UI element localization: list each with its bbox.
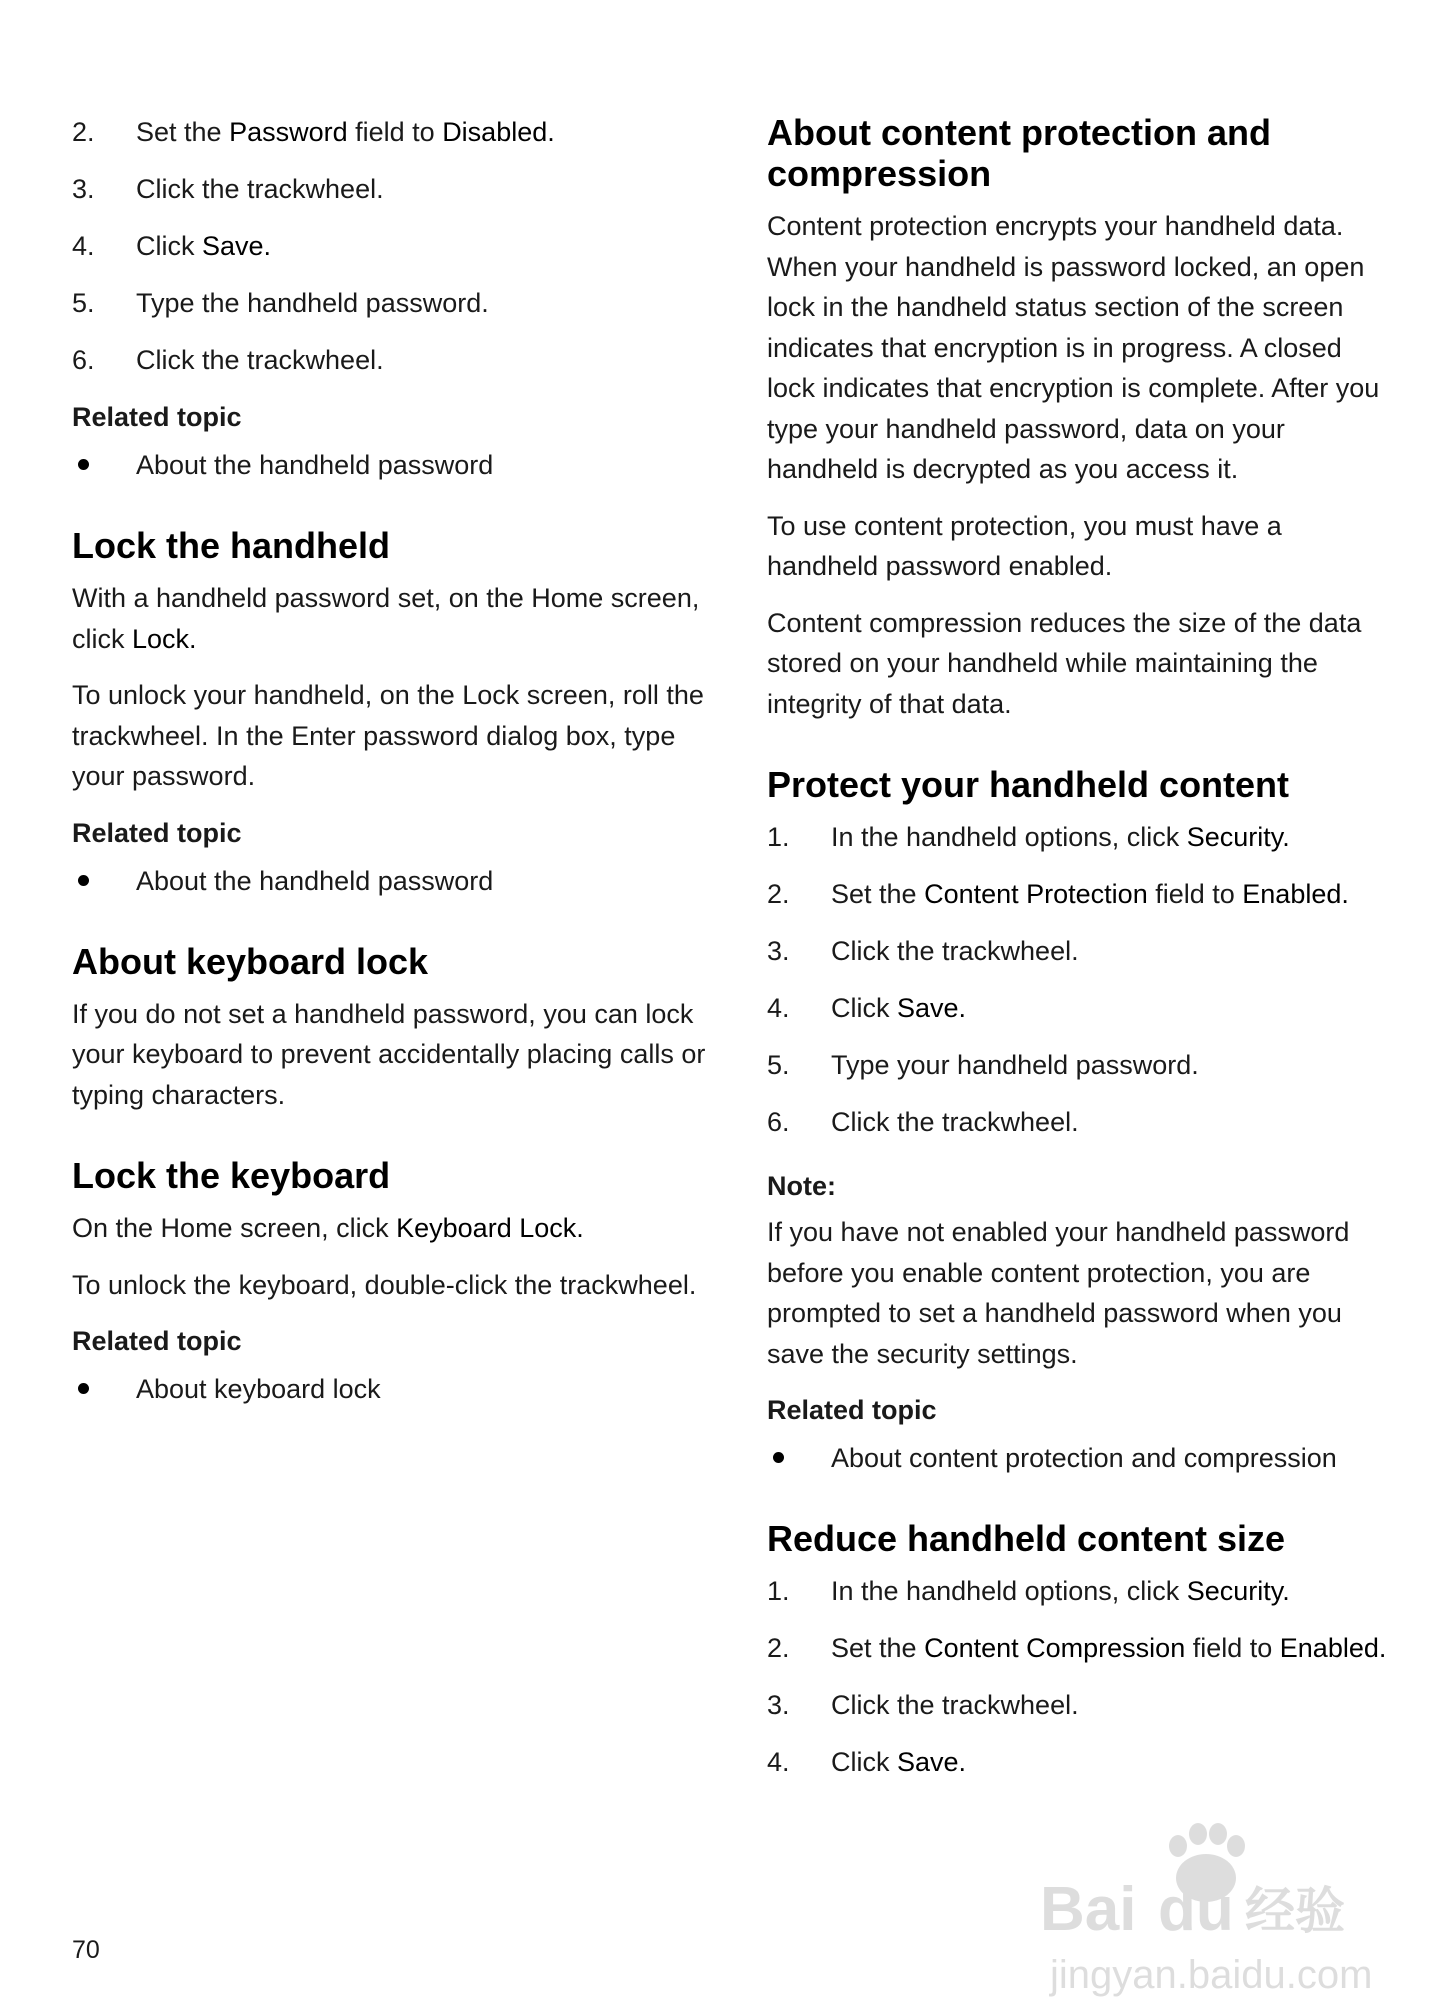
step-number: 4. (767, 1747, 790, 1777)
step-number: 5. (767, 1050, 790, 1080)
related-topic-label: Related topic (72, 817, 242, 848)
paragraph: To unlock your handheld, on the Lock screen, roll the trackwheel. In the Enter password dialog box, type your password. (72, 680, 704, 791)
section-title: Protect your handheld content (767, 764, 1290, 805)
section-title: Reduce handheld content size (767, 1518, 1286, 1559)
section-title: About keyboard lock (72, 940, 429, 982)
bullet-icon (78, 875, 89, 886)
step-number: 4. (72, 231, 95, 261)
section-title: Lock the keyboard (72, 1155, 391, 1196)
step-item: 2. Set the Password field to Disabled. (72, 112, 712, 152)
note-label: Note: (767, 1171, 836, 1201)
step-item: 5. Type the handheld password. (72, 283, 712, 323)
svg-text:jingyan.baidu.com: jingyan.baidu.com (1050, 1953, 1373, 1997)
step-item: 5. Type your handheld password. (767, 1045, 1395, 1085)
paragraph: Content compression reduces the size of the data stored on your handheld while maintaining the integrity of that data. (767, 607, 1362, 719)
svg-text:Bai: Bai (1040, 1875, 1137, 1944)
step-item: 3. Click the trackwheel. (767, 1685, 1395, 1725)
step-number: 1. (767, 1576, 790, 1606)
step-list (72, 112, 712, 380)
step-item: 6. Click the trackwheel. (72, 340, 712, 380)
related-topic-label: Related topic (72, 402, 242, 432)
bullet-icon (78, 1383, 89, 1394)
step-number: 2. (767, 879, 790, 909)
step-number: 4. (767, 993, 790, 1023)
step-item: 4. Click Save. (767, 988, 1395, 1028)
related-topic-label: Related topic (767, 1395, 937, 1425)
step-number: 6. (767, 1107, 790, 1137)
baidu-jingyan-watermark (1040, 1820, 1380, 2000)
step-number: 3. (72, 174, 95, 204)
paragraph: Content protection encrypts your handheld data. When your handheld is password locked, an open lock in the handheld status section of the screen indicates that encryption is in progress. A closed lock indicates that encryption is complete. After you type your handheld password, data on your handheld is decrypted as you access it. (767, 211, 1380, 484)
section-title: About content protection and compression (767, 112, 1271, 194)
bullet-icon (773, 1452, 784, 1463)
svg-text:du: du (1158, 1875, 1234, 1944)
related-topic-link[interactable]: About content protection and compression (767, 1438, 1395, 1478)
section-title: Lock the handheld (72, 525, 391, 566)
svg-text:经验: 经验 (1245, 1882, 1345, 1940)
paragraph: To use content protection, you must have a handheld password enabled. (767, 510, 1282, 581)
related-topic-link[interactable]: About the handheld password (72, 861, 712, 901)
related-topic-link[interactable]: About keyboard lock (72, 1369, 712, 1409)
step-number: 1. (767, 822, 790, 852)
step-list (767, 817, 1395, 1142)
bullet-icon (78, 459, 89, 470)
paragraph: With a handheld password set, on the Home screen, click Lock. (72, 583, 700, 654)
paragraph: To unlock the keyboard, double-click the trackwheel. (72, 1269, 697, 1300)
step-item: 3. Click the trackwheel. (72, 169, 712, 209)
related-topic-label: Related topic (72, 1326, 242, 1356)
page-number: 70 (72, 1936, 100, 1964)
step-number: 5. (72, 288, 95, 318)
related-topic-link[interactable]: About the handheld password (72, 445, 712, 485)
step-item: 4. Click Save. (72, 226, 712, 266)
step-item: 1. In the handheld options, click Security. (767, 1571, 1395, 1611)
step-item: 3. Click the trackwheel. (767, 931, 1395, 971)
step-number: 3. (767, 936, 790, 966)
step-list (767, 1571, 1395, 1782)
note-text: If you have not enabled your handheld password before you enable content protection, you are prompted to set a handheld password when you save the security settings. (767, 1217, 1350, 1369)
right-column (767, 112, 1395, 1799)
step-number: 2. (72, 117, 95, 147)
step-item: 2. Set the Content Compression field to Enabled. (767, 1628, 1395, 1668)
step-item: 2. Set the Content Protection field to Enabled. (767, 874, 1395, 914)
step-number: 6. (72, 345, 95, 375)
step-item: 6. Click the trackwheel. (767, 1102, 1395, 1142)
paragraph: On the Home screen, click Keyboard Lock. (72, 1213, 584, 1243)
step-number: 2. (767, 1633, 790, 1663)
paragraph: If you do not set a handheld password, you can lock your keyboard to prevent accidentally placing calls or typing characters. (72, 998, 706, 1110)
step-number: 3. (767, 1690, 790, 1720)
step-item: 4. Click Save. (767, 1742, 1395, 1782)
step-item: 1. In the handheld options, click Security. (767, 817, 1395, 857)
left-column (72, 112, 712, 1419)
